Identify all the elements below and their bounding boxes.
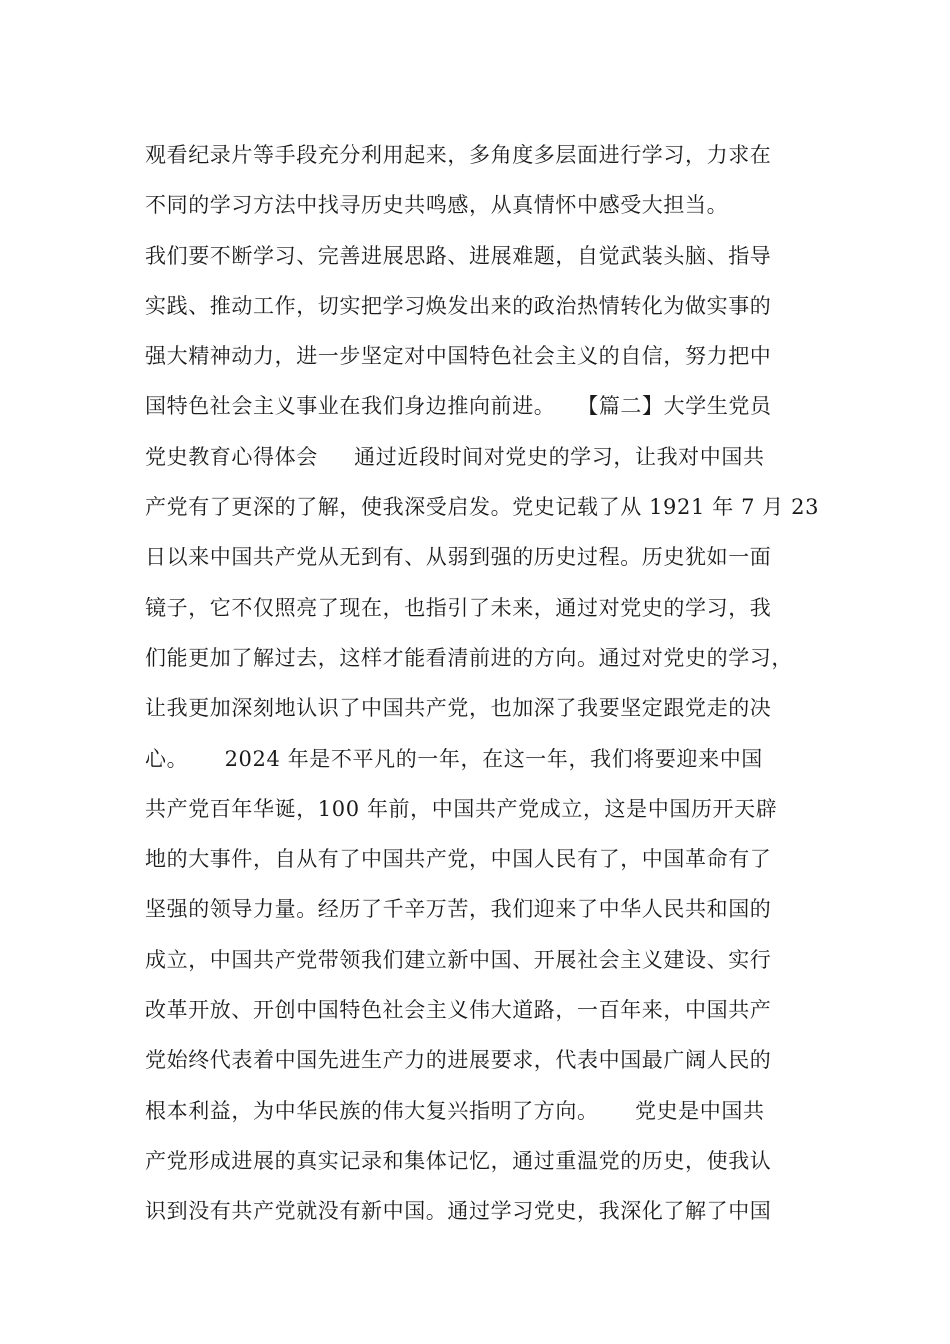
text-line: 产党形成进展的真实记录和集体记忆，通过重温党的历史，使我认 xyxy=(145,1148,772,1173)
text-line: 国特色社会主义事业在我们身边推向前进。 【篇二】大学生党员 xyxy=(145,394,772,419)
text-line: 坚强的领导力量。经历了千辛万苦，我们迎来了中华人民共和国的 xyxy=(145,897,772,922)
text-line: 镜子，它不仅照亮了现在，也指引了未来，通过对党史的学习，我 xyxy=(145,595,772,620)
text-line: 党始终代表着中国先进生产力的进展要求，代表中国最广阔人民的 xyxy=(145,1048,772,1073)
text-line: 不同的学习方法中找寻历史共鸣感，从真情怀中感受大担当。 xyxy=(145,193,729,218)
text-line: 根本利益，为中华民族的伟大复兴指明了方向。 党史是中国共 xyxy=(145,1098,765,1123)
text-line: 实践、推动工作，切实把学习焕发出来的政治热情转化为做实事的 xyxy=(145,293,772,318)
text-line: 观看纪录片等手段充分利用起来，多角度多层面进行学习，力求在 xyxy=(145,143,772,167)
text-line: 共产党百年华诞，100 年前，中国共产党成立，这是中国历开天辟 xyxy=(145,796,778,821)
text-line: 改革开放、开创中国特色社会主义伟大道路，一百年来，中国共产 xyxy=(145,998,772,1023)
text-line: 们能更加了解过去，这样才能看清前进的方向。通过对党史的学习， xyxy=(145,645,793,670)
text-line: 心。 2024 年是不平凡的一年，在这一年，我们将要迎来中国 xyxy=(145,746,763,771)
text-line: 我们要不断学习、完善进展思路、进展难题，自觉武装头脑、指导 xyxy=(145,243,772,268)
text-line: 地的大事件，自从有了中国共产党，中国人民有了，中国革命有了 xyxy=(145,847,772,872)
text-line: 产党有了更深的了解，使我深受启发。党史记载了从 1921 年 7 月 23 xyxy=(145,495,820,520)
text-line: 党史教育心得体会 通过近段时间对党史的学习，让我对中国共 xyxy=(145,444,765,469)
body-text xyxy=(145,130,825,1237)
text-line: 让我更加深刻地认识了中国共产党，也加深了我要坚定跟党走的决 xyxy=(145,696,772,721)
text-line: 日以来中国共产党从无到有、从弱到强的历史过程。历史犹如一面 xyxy=(145,545,772,570)
text-line: 识到没有共产党就没有新中国。通过学习党史，我深化了解了中国 xyxy=(145,1199,772,1224)
text-line: 成立，中国共产党带领我们建立新中国、开展社会主义建设、实行 xyxy=(145,947,772,972)
text-line: 强大精神动力，进一步坚定对中国特色社会主义的自信，努力把中 xyxy=(145,344,772,369)
